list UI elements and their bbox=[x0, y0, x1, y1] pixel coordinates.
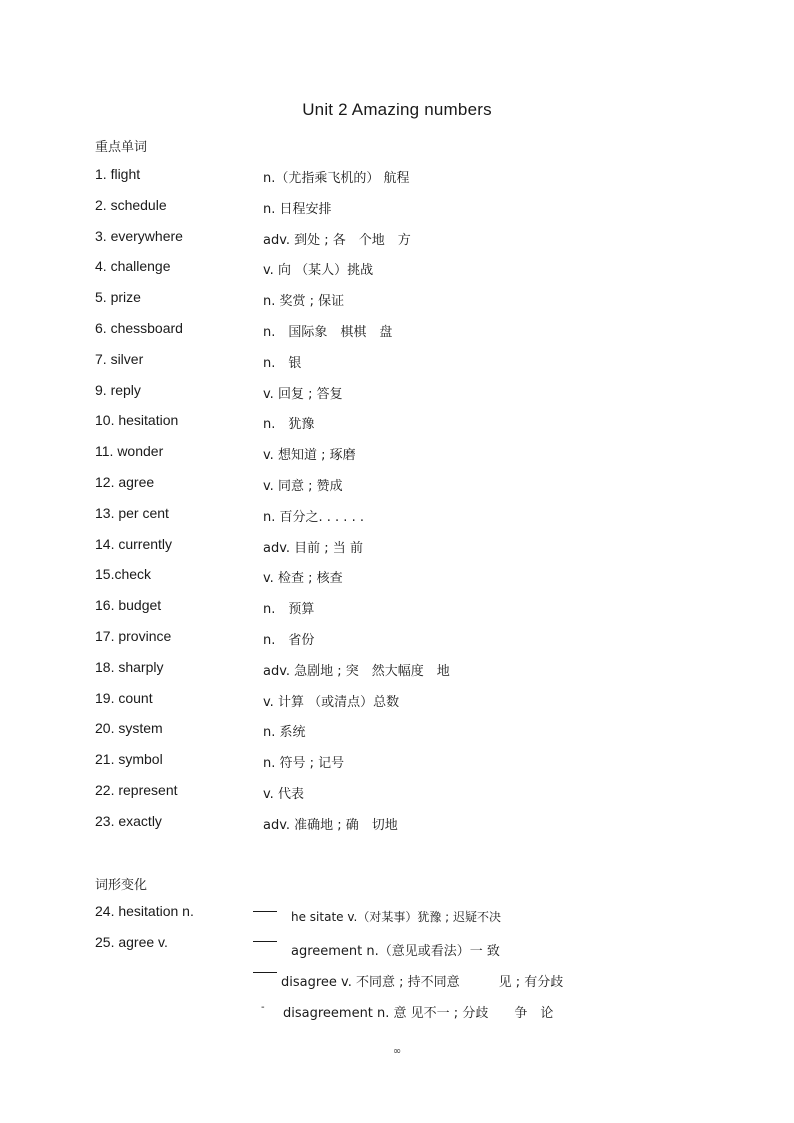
word-form-derived: disagreement n. 意 见不一 ; 分歧 争 论 bbox=[283, 1006, 554, 1021]
vocab-word: 20. system bbox=[95, 720, 163, 737]
vocab-row bbox=[95, 443, 715, 474]
vocab-word: 11. wonder bbox=[95, 443, 164, 460]
vocab-row bbox=[95, 782, 715, 813]
vocab-definition: v. 想知道 ; 琢磨 bbox=[263, 448, 356, 464]
vocab-definition: v. 同意 ; 赞成 bbox=[263, 478, 343, 494]
bullet-mark: - bbox=[261, 1002, 265, 1013]
word-form-row bbox=[95, 965, 715, 996]
vocab-definition: v. 计算 （或清点）总数 bbox=[263, 694, 400, 710]
vocab-definition: n. 银 bbox=[263, 355, 302, 371]
vocab-word: 21. symbol bbox=[95, 751, 163, 768]
vocab-word: 6. chessboard bbox=[95, 319, 183, 336]
word-form-row bbox=[95, 903, 715, 934]
vocab-definition: n. 系统 bbox=[263, 725, 306, 741]
vocab-row bbox=[95, 597, 715, 628]
vocab-word: 14. currently bbox=[95, 535, 173, 552]
vocab-word: 12. agree bbox=[95, 473, 155, 490]
vocab-definition: n. 国际象 棋棋 盘 bbox=[263, 324, 393, 340]
page-title: Unit 2 Amazing numbers bbox=[302, 100, 492, 119]
word-form-source: 25. agree v. bbox=[95, 934, 168, 950]
arrow-dash bbox=[253, 911, 277, 912]
vocab-definition: n. 百分之. . . . . . bbox=[263, 509, 364, 525]
section-heading-word-forms: 词形变化 bbox=[95, 878, 148, 893]
vocab-definition: n.（尤指乘飞机的） 航程 bbox=[263, 171, 410, 186]
vocab-word: 9. reply bbox=[95, 381, 141, 398]
vocab-definition: v. 代表 bbox=[263, 786, 304, 802]
vocab-definition: adv. 到处 ; 各 个地 方 bbox=[263, 232, 411, 248]
vocab-word: 5. prize bbox=[95, 289, 141, 306]
vocab-row bbox=[95, 258, 715, 289]
vocab-definition: n. 犹豫 bbox=[263, 417, 315, 433]
section-heading-vocab: 重点单词 bbox=[95, 140, 148, 155]
vocab-row bbox=[95, 628, 715, 659]
vocab-word: 10. hesitation bbox=[95, 412, 179, 429]
vocab-definition: n. 奖赏 ; 保证 bbox=[263, 294, 345, 310]
vocab-row bbox=[95, 351, 715, 382]
vocab-row bbox=[95, 320, 715, 351]
vocab-word: 2. schedule bbox=[95, 196, 167, 213]
vocab-word: 13. per cent bbox=[95, 504, 169, 521]
vocab-row bbox=[95, 536, 715, 567]
word-form-row bbox=[95, 996, 715, 1027]
vocab-definition: v. 向 （某人）挑战 bbox=[263, 263, 374, 279]
vocab-word: 1. flight bbox=[95, 166, 141, 182]
vocab-row bbox=[95, 197, 715, 228]
vocab-word: 18. sharply bbox=[95, 658, 164, 675]
word-form-derived: agreement n.（意见或看法）一 致 bbox=[291, 944, 500, 959]
vocab-word: 16. budget bbox=[95, 597, 162, 614]
vocab-list bbox=[95, 166, 715, 844]
vocab-definition: n. 预算 bbox=[263, 602, 315, 618]
vocab-word: 19. count bbox=[95, 689, 153, 706]
vocab-definition: v. 检查 ; 核查 bbox=[263, 571, 343, 587]
vocab-row bbox=[95, 412, 715, 443]
word-form-derived: disagree v. 不同意 ; 持不同意 见 ; 有分歧 bbox=[281, 975, 564, 990]
vocab-definition: v. 回复 ; 答复 bbox=[263, 386, 343, 402]
vocab-word: 22. represent bbox=[95, 781, 178, 798]
vocab-row bbox=[95, 505, 715, 536]
vocab-word: 3. everywhere bbox=[95, 227, 183, 244]
word-form-row bbox=[95, 934, 715, 965]
vocab-row bbox=[95, 566, 715, 597]
vocab-word: 15.check bbox=[95, 566, 152, 583]
vocab-definition: adv. 准确地 ; 确 切地 bbox=[263, 817, 398, 833]
page-footer-mark: ∞ bbox=[392, 1046, 402, 1057]
vocab-definition: n. 日程安排 bbox=[263, 201, 332, 217]
vocab-row bbox=[95, 720, 715, 751]
vocab-row bbox=[95, 751, 715, 782]
vocab-row bbox=[95, 659, 715, 690]
vocab-row bbox=[95, 474, 715, 505]
vocab-row bbox=[95, 166, 715, 197]
vocab-word: 23. exactly bbox=[95, 812, 162, 829]
vocab-word: 17. province bbox=[95, 627, 172, 644]
vocab-definition: n. 省份 bbox=[263, 632, 315, 648]
word-forms-list bbox=[95, 903, 715, 1027]
word-form-source: 24. hesitation n. bbox=[95, 903, 194, 919]
vocab-row bbox=[95, 382, 715, 413]
vocab-definition: adv. 目前 ; 当 前 bbox=[263, 540, 363, 556]
vocab-definition: n. 符号 ; 记号 bbox=[263, 756, 345, 772]
arrow-dash bbox=[253, 972, 277, 973]
vocab-word: 7. silver bbox=[95, 350, 144, 367]
vocab-row bbox=[95, 813, 715, 844]
vocab-row bbox=[95, 228, 715, 259]
arrow-dash bbox=[253, 941, 277, 942]
vocab-definition: adv. 急剧地 ; 突 然大幅度 地 bbox=[263, 663, 450, 679]
word-form-derived: he sitate v.（对某事）犹豫 ; 迟疑不决 bbox=[291, 910, 502, 924]
vocab-row bbox=[95, 690, 715, 721]
vocab-word: 4. challenge bbox=[95, 258, 171, 275]
vocab-row bbox=[95, 289, 715, 320]
